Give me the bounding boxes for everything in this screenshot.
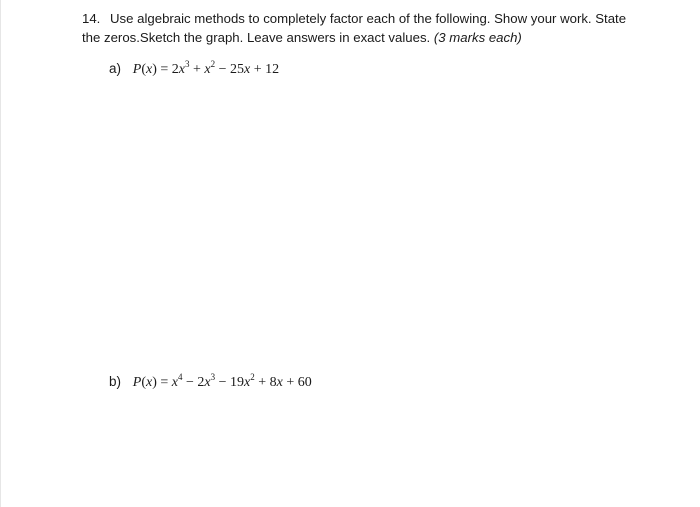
- part-a-label: a): [109, 61, 122, 76]
- part-b: [109, 374, 312, 391]
- question-text-line1: Use algebraic methods to completely factor each of the following. Show your work. State: [110, 11, 627, 26]
- question-number: 14.: [82, 11, 101, 26]
- question-14: [82, 9, 642, 47]
- question-marks: (3 marks each): [433, 30, 522, 45]
- question-text-line2: the zeros.Sketch the graph. Leave answers in exact values.: [82, 30, 431, 45]
- page-edge: [0, 0, 1, 507]
- part-b-label: b): [109, 374, 122, 389]
- part-b-equation: $P(x) = x^4 - 2x^3 - 19x^2 + 8x + 60$: [132, 372, 312, 390]
- part-a: [109, 61, 279, 78]
- part-a-equation: $P(x) = 2x^3 + x^2 - 25x + 12$: [132, 59, 280, 77]
